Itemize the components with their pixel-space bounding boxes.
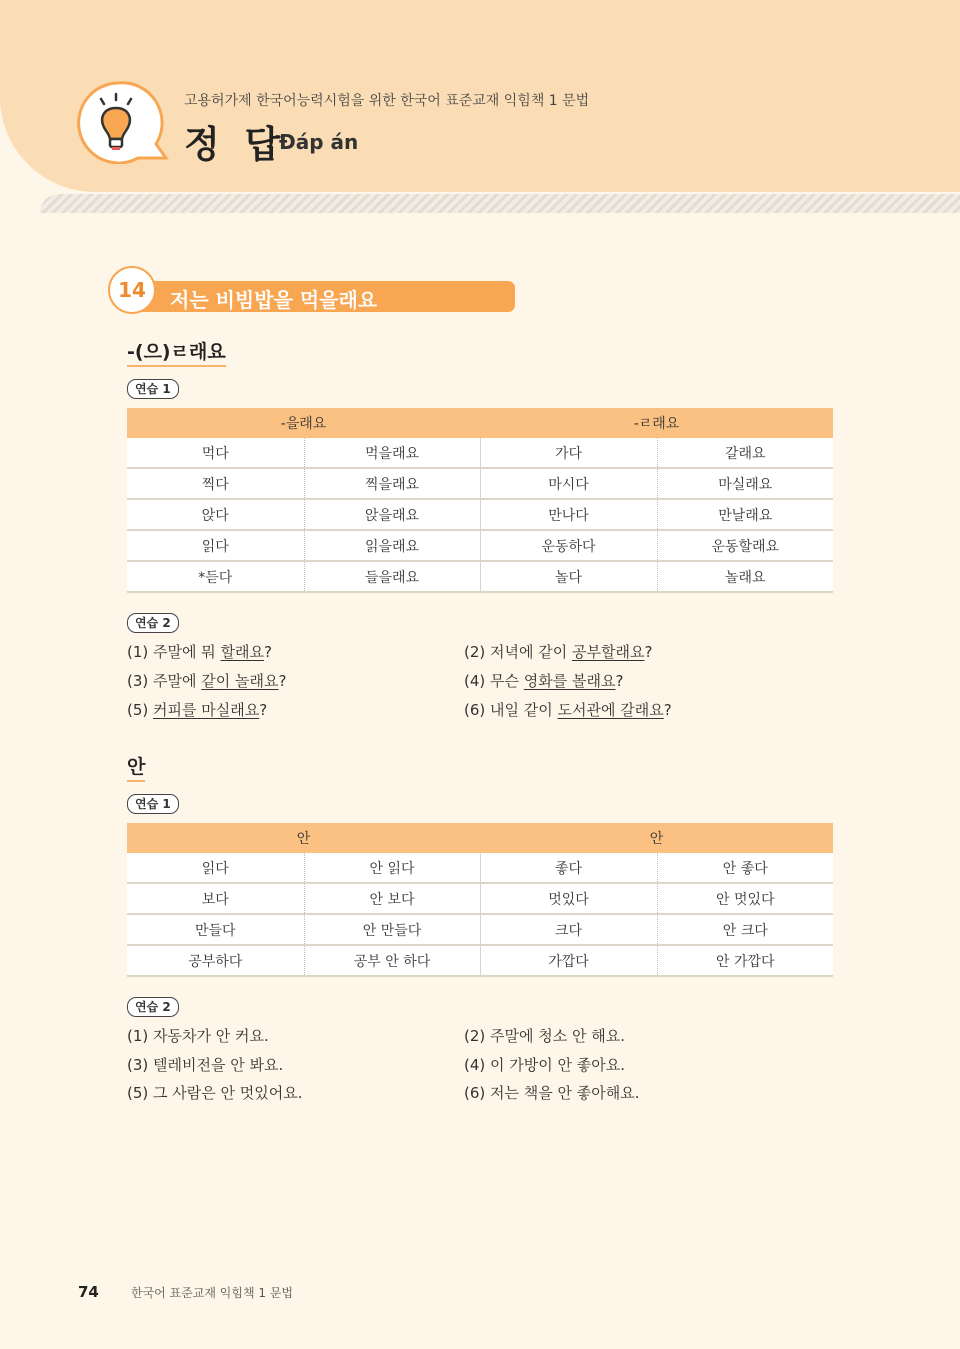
table-cell: 먹을래요: [304, 438, 480, 468]
answer-underline: 같이 놀래요: [201, 672, 279, 690]
table-cell: 안 보다: [304, 883, 480, 914]
table-cell: 안 좋다: [657, 853, 833, 883]
exercise-answer: (6) 내일 같이 도서관에 갈래요?: [464, 701, 672, 719]
exercise-answer: (4) 무슨 영화를 볼래요?: [464, 672, 624, 690]
table-cell: 읽다: [127, 530, 304, 561]
exercise-answer: (2) 주말에 청소 안 해요.: [464, 1027, 626, 1045]
page-title: 정 답: [184, 123, 287, 166]
table-cell: 가다: [480, 438, 657, 468]
exercise-answer: (1) 주말에 뭐 할래요?: [127, 643, 272, 661]
header-stripe-divider: [40, 194, 960, 213]
table-cell: 갈래요: [657, 438, 833, 468]
answer-underline: 커피를 마실래요: [153, 701, 260, 719]
table-cell: 공부 안 하다: [304, 945, 480, 976]
table-header-row: [127, 408, 833, 438]
exercise-answer: (5) 커피를 마실래요?: [127, 701, 268, 719]
table-cell: 먹다: [127, 438, 304, 468]
table-cell: 멋있다: [480, 883, 657, 914]
table-cell: 읽을래요: [304, 530, 480, 561]
table-cell: 가깝다: [480, 945, 657, 976]
table-cell: 공부하다: [127, 945, 304, 976]
table-header: 안: [127, 823, 480, 853]
lightbulb-icon: [76, 80, 170, 164]
table-cell: 만날래요: [657, 499, 833, 530]
table-cell: 놀다: [480, 561, 657, 592]
practice-badge: 연습 1: [127, 794, 179, 814]
exercise-answer: (2) 저녁에 같이 공부할래요?: [464, 643, 653, 661]
exercise-answer: (3) 텔레비전을 안 봐요.: [127, 1056, 284, 1074]
answer-table: [127, 823, 833, 977]
book-subtitle: 고용허가제 한국어능력시험을 위한 한국어 표준교재 익힘책 1 문법: [184, 93, 590, 109]
practice-badge: 연습 2: [127, 997, 179, 1017]
table-cell: 안 만들다: [304, 914, 480, 945]
exercise-answer: (5) 그 사람은 안 멋있어요.: [127, 1084, 303, 1102]
grammar-heading: 안: [127, 752, 145, 782]
table-cell: 마실래요: [657, 468, 833, 499]
practice-badge: 연습 1: [127, 379, 179, 399]
table-cell: 안 가깝다: [657, 945, 833, 976]
table-cell: 놀래요: [657, 561, 833, 592]
answer-underline: 공부할래요: [572, 643, 645, 661]
table-row: [127, 945, 833, 976]
answer-underline: 도서관에 갈래요: [557, 701, 664, 719]
exercise-answer: (6) 저는 책을 안 좋아해요.: [464, 1084, 640, 1102]
table-cell: 좋다: [480, 853, 657, 883]
page-title-vietnamese: Đáp án: [279, 130, 359, 154]
table-cell: *듣다: [127, 561, 304, 592]
table-cell: 앉을래요: [304, 499, 480, 530]
table-row: [127, 883, 833, 914]
exercise-answer: (3) 주말에 같이 놀래요?: [127, 672, 287, 690]
table-row: [127, 530, 833, 561]
table-cell: 찍을래요: [304, 468, 480, 499]
table-cell: 안 크다: [657, 914, 833, 945]
table-row: [127, 468, 833, 499]
table-row: [127, 438, 833, 468]
footer-book-title: 한국어 표준교재 익힘책 1 문법: [131, 1286, 293, 1300]
answer-table: [127, 408, 833, 593]
table-cell: 만나다: [480, 499, 657, 530]
table-cell: 보다: [127, 883, 304, 914]
answer-underline: 할래요: [220, 643, 264, 661]
lesson-title: 저는 비빔밥을 먹을래요: [170, 288, 378, 312]
table-cell: 운동하다: [480, 530, 657, 561]
table-cell: 만들다: [127, 914, 304, 945]
table-cell: 읽다: [127, 853, 304, 883]
table-cell: 마시다: [480, 468, 657, 499]
table-row: [127, 499, 833, 530]
grammar-heading: -(으)ㄹ래요: [127, 337, 226, 367]
table-header: 안: [480, 823, 833, 853]
answer-underline: 영화를 볼래요: [523, 672, 616, 690]
table-header-row: [127, 823, 833, 853]
exercise-answer: (1) 자동차가 안 커요.: [127, 1027, 269, 1045]
page-number: 74: [78, 1283, 99, 1301]
table-cell: 운동할래요: [657, 530, 833, 561]
table-cell: 찍다: [127, 468, 304, 499]
practice-badge: 연습 2: [127, 613, 179, 633]
lesson-number: 14: [108, 266, 156, 314]
table-cell: 크다: [480, 914, 657, 945]
exercise-answer: (4) 이 가방이 안 좋아요.: [464, 1056, 626, 1074]
table-header: -을래요: [127, 408, 480, 438]
table-cell: 안 멋있다: [657, 883, 833, 914]
table-header: -ㄹ래요: [480, 408, 833, 438]
table-cell: 들을래요: [304, 561, 480, 592]
table-cell: 안 읽다: [304, 853, 480, 883]
table-row: [127, 853, 833, 883]
table-row: [127, 561, 833, 592]
table-row: [127, 914, 833, 945]
table-cell: 앉다: [127, 499, 304, 530]
